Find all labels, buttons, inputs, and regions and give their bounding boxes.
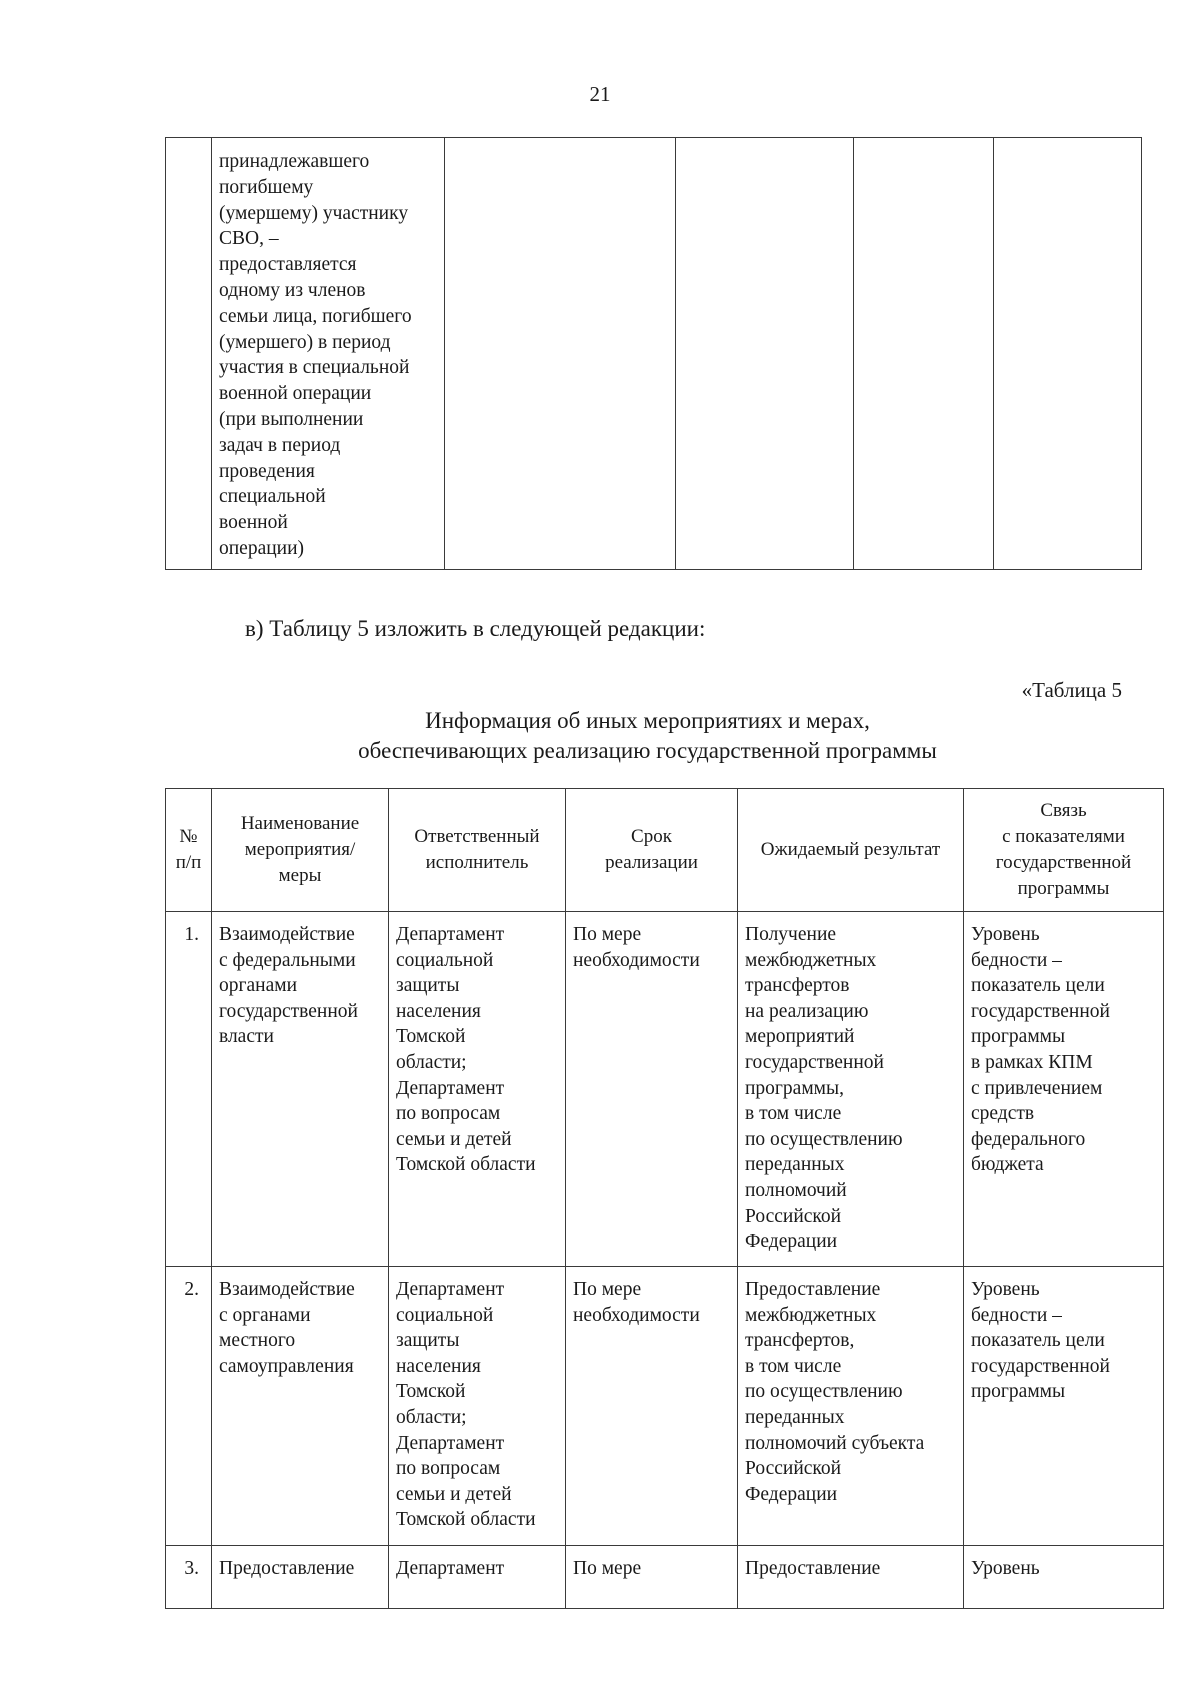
table-title	[0, 706, 1200, 766]
header-result: Ожидаемый результат	[738, 789, 964, 912]
row-executor: Департамент	[389, 1546, 566, 1609]
table-label: «Таблица 5	[1021, 678, 1122, 702]
table-cell	[166, 138, 212, 570]
table-title-line-2: обеспечивающих реализацию государственной программы	[358, 738, 937, 763]
table-cell	[445, 138, 676, 570]
table-cell	[676, 138, 854, 570]
continuation-table	[165, 137, 1142, 570]
header-executor: Ответственный исполнитель	[389, 789, 566, 912]
row-name: Взаимодействие с органами местного самоуправления	[212, 1267, 389, 1546]
header-num: № п/п	[166, 789, 212, 912]
row-num: 1.	[166, 912, 212, 1267]
row-result: Получение межбюджетных трансфертов на реализацию мероприятий государственной программы, в том числе по осуществлению переданных полномочий Российской Федерации	[738, 912, 964, 1267]
row-link: Уровень бедности – показатель цели государственной программы в рамках КПМ с привлечением средств федерального бюджета	[964, 912, 1164, 1267]
instruction-text: в) Таблицу 5 изложить в следующей редакции:	[245, 616, 706, 641]
table-row	[166, 1546, 1164, 1609]
table-row	[166, 138, 1142, 570]
row-executor: Департамент социальной защиты населения Томской области; Департамент по вопросам семьи и детей Томской области	[389, 912, 566, 1267]
row-link: Уровень бедности – показатель цели государственной программы	[964, 1267, 1164, 1546]
row-link: Уровень	[964, 1546, 1164, 1609]
row-num: 3.	[166, 1546, 212, 1609]
row-term: По мере	[566, 1546, 738, 1609]
continuation-text: принадлежавшего погибшему (умершему) участнику СВО, – предоставляется одному из членов семьи лица, погибшего (умершего) в период участия в специальной военной операции (при выполнении задач в период проведения специальной военной операции)	[219, 151, 412, 559]
header-name: Наименование мероприятия/ меры	[212, 789, 389, 912]
measures-table	[165, 788, 1164, 1609]
row-executor: Департамент социальной защиты населения Томской области; Департамент по вопросам семьи и детей Томской области	[389, 1267, 566, 1546]
row-term: По мере необходимости	[566, 1267, 738, 1546]
table-row	[166, 1267, 1164, 1546]
row-result: Предоставление межбюджетных трансфертов, в том числе по осуществлению переданных полномочий субъекта Российской Федерации	[738, 1267, 964, 1546]
table-row	[166, 912, 1164, 1267]
table-cell	[854, 138, 994, 570]
header-link: Связь с показателями государственной программы	[964, 789, 1164, 912]
row-num: 2.	[166, 1267, 212, 1546]
row-result: Предоставление	[738, 1546, 964, 1609]
table-title-line-1: Информация об иных мероприятиях и мерах,	[425, 708, 870, 733]
header-term: Срок реализации	[566, 789, 738, 912]
page-number: 21	[589, 82, 611, 106]
table-header-row	[166, 789, 1164, 912]
table-cell	[994, 138, 1142, 570]
table-cell	[212, 138, 445, 570]
row-name: Предоставление	[212, 1546, 389, 1609]
row-name: Взаимодействие с федеральными органами государственной власти	[212, 912, 389, 1267]
row-term: По мере необходимости	[566, 912, 738, 1267]
